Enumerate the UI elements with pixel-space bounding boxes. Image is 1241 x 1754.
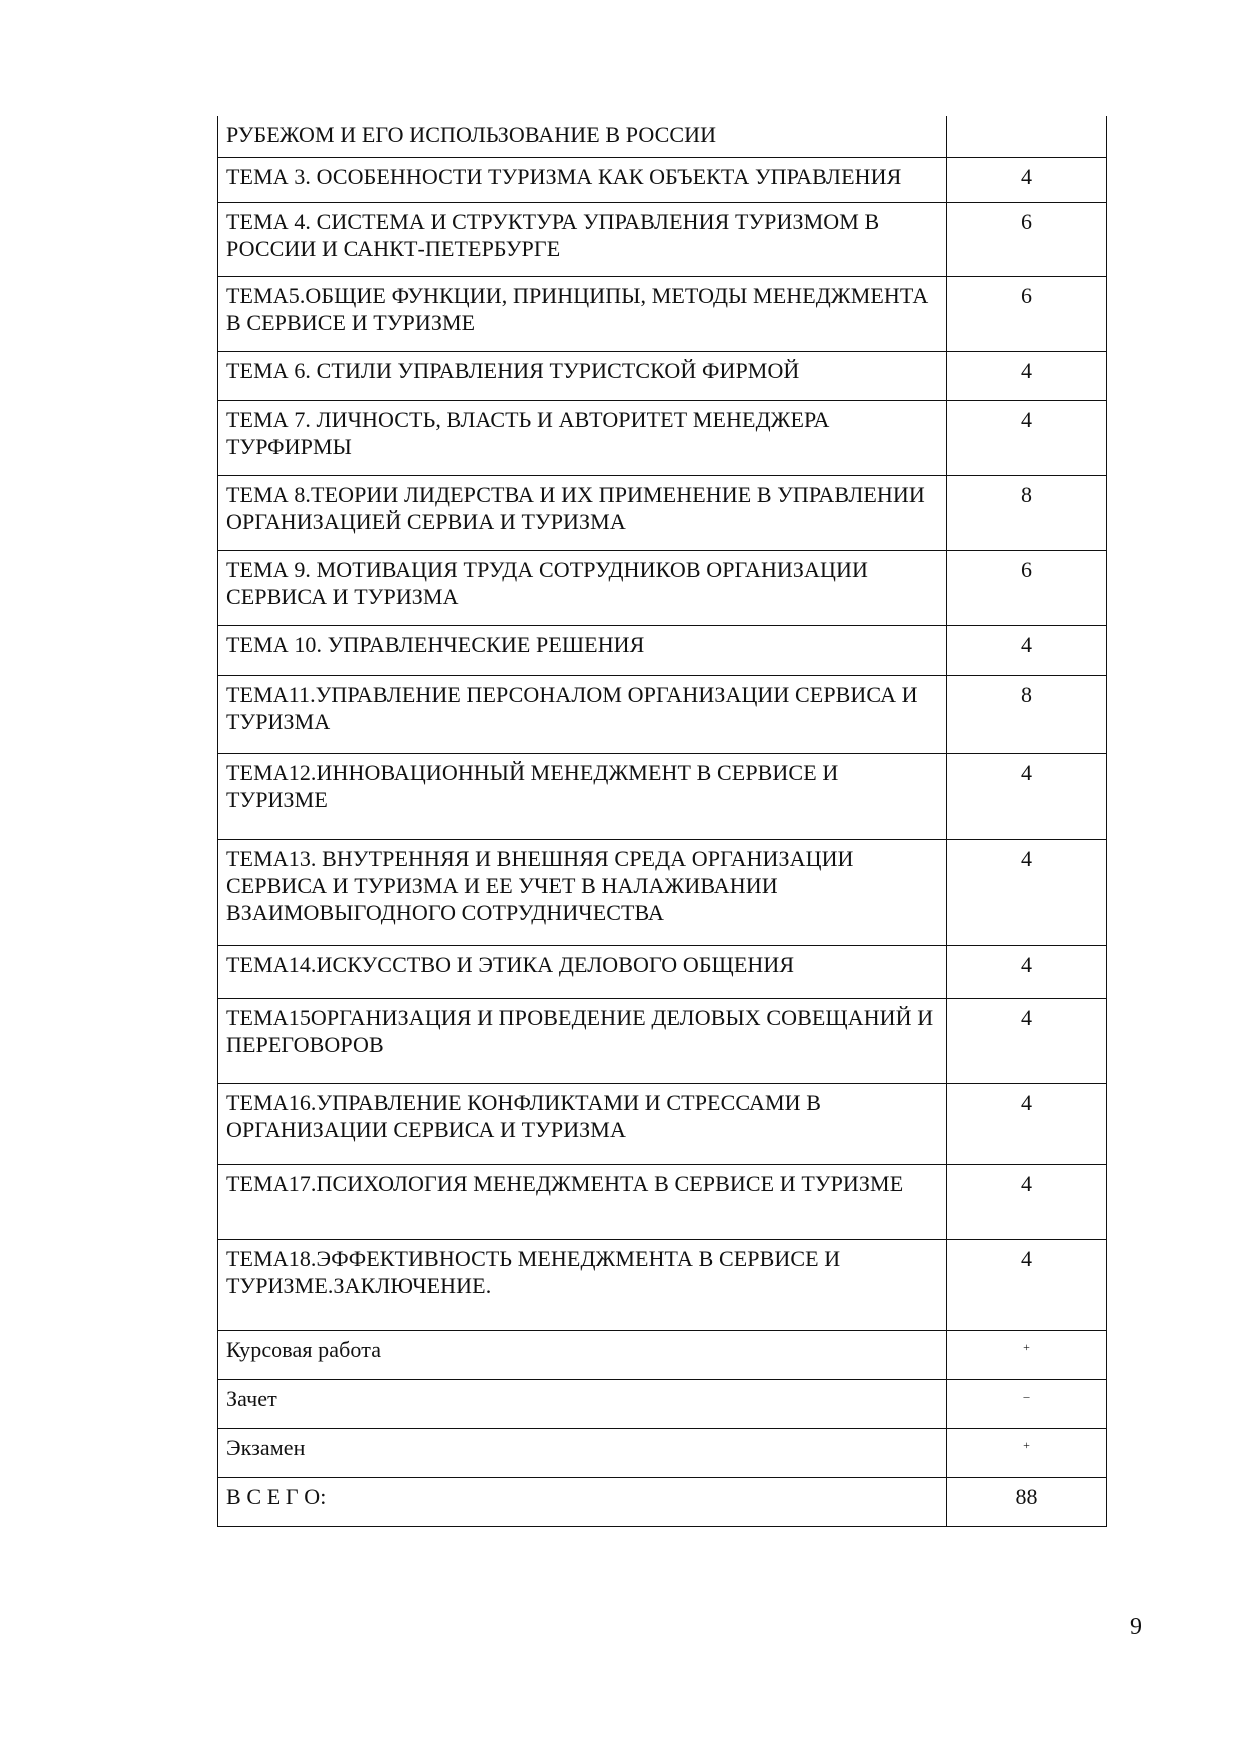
hours-cell: 4 [1021,164,1032,189]
topic-cell: ТЕМА 3. ОСОБЕННОСТИ ТУРИЗМА КАК ОБЪЕКТА УПРАВЛЕНИЯ [218,158,947,202]
topic-cell: ТЕМА 4. СИСТЕМА И СТРУКТУРА УПРАВЛЕНИЯ ТУРИЗМОМ В РОССИИ И САНКТ-ПЕТЕРБУРГЕ [218,203,947,276]
table-row [218,998,1106,1083]
hours-cell: 4 [1021,407,1032,432]
hours-cell: 88 [1015,1484,1038,1509]
table-row [218,1239,1106,1330]
table-row [218,1428,1106,1477]
table-row [218,475,1106,550]
hours-cell: 4 [1021,1171,1032,1196]
topic-cell: ТЕМА15ОРГАНИЗАЦИЯ И ПРОВЕДЕНИЕ ДЕЛОВЫХ СОВЕЩАНИЙ И ПЕРЕГОВОРОВ [218,999,947,1083]
hours-cell: 6 [1021,557,1032,582]
table-row [218,400,1106,475]
hours-cell: 4 [1021,1246,1032,1271]
hours-cell: 4 [1021,358,1032,383]
topic-cell: Зачет [218,1380,947,1428]
topic-cell: ТЕМА18.ЭФФЕКТИВНОСТЬ МЕНЕДЖМЕНТА В СЕРВИСЕ И ТУРИЗМЕ.ЗАКЛЮЧЕНИЕ. [218,1240,947,1330]
hours-cell: 8 [1021,682,1032,707]
table-row [218,675,1106,753]
table-row [218,753,1106,839]
table-row [218,625,1106,675]
hours-cell: 4 [1021,760,1032,785]
hours-cell: – [1023,1389,1030,1403]
table-row [218,351,1106,400]
topic-cell: В С Е Г О: [218,1478,947,1526]
topic-cell: ТЕМА 9. МОТИВАЦИЯ ТРУДА СОТРУДНИКОВ ОРГАНИЗАЦИИ СЕРВИСА И ТУРИЗМА [218,551,947,625]
hours-cell: 4 [1021,846,1032,871]
table-row [218,1083,1106,1164]
topics-hours-table [217,116,1107,1527]
table-row [218,839,1106,945]
topic-cell: ТЕМА 8.ТЕОРИИ ЛИДЕРСТВА И ИХ ПРИМЕНЕНИЕ В УПРАВЛЕНИИ ОРГАНИЗАЦИЕЙ СЕРВИА И ТУРИЗМА [218,476,947,550]
topic-cell: ТЕМА14.ИСКУССТВО И ЭТИКА ДЕЛОВОГО ОБЩЕНИЯ [218,946,947,998]
table-row [218,276,1106,351]
table-row [218,1379,1106,1428]
table-row [218,1477,1106,1526]
topic-cell: ТЕМА12.ИННОВАЦИОННЫЙ МЕНЕДЖМЕНТ В СЕРВИСЕ И ТУРИЗМЕ [218,754,947,839]
topic-cell: РУБЕЖОМ И ЕГО ИСПОЛЬЗОВАНИЕ В РОССИИ [218,116,947,157]
topic-cell: ТЕМА11.УПРАВЛЕНИЕ ПЕРСОНАЛОМ ОРГАНИЗАЦИИ СЕРВИСА И ТУРИЗМА [218,676,947,753]
topic-cell: ТЕМА 6. СТИЛИ УПРАВЛЕНИЯ ТУРИСТСКОЙ ФИРМОЙ [218,352,947,400]
table-row [218,202,1106,276]
topic-cell: ТЕМА5.ОБЩИЕ ФУНКЦИИ, ПРИНЦИПЫ, МЕТОДЫ МЕНЕДЖМЕНТА В СЕРВИСЕ И ТУРИЗМЕ [218,277,947,351]
hours-cell: 4 [1021,952,1032,977]
hours-cell: + [1023,1340,1030,1354]
topic-cell: ТЕМА 10. УПРАВЛЕНЧЕСКИЕ РЕШЕНИЯ [218,626,947,675]
hours-cell: 6 [1021,283,1032,308]
hours-cell [947,116,1106,157]
page-number: 9 [1130,1614,1142,1640]
table-row [218,157,1106,202]
topic-cell: Экзамен [218,1429,947,1477]
hours-cell: 4 [1021,1005,1032,1030]
topic-cell: ТЕМА 7. ЛИЧНОСТЬ, ВЛАСТЬ И АВТОРИТЕТ МЕНЕДЖЕРА ТУРФИРМЫ [218,401,947,475]
table-row [218,945,1106,998]
hours-cell: + [1023,1438,1030,1452]
topic-cell: ТЕМА16.УПРАВЛЕНИЕ КОНФЛИКТАМИ И СТРЕССАМИ В ОРГАНИЗАЦИИ СЕРВИСА И ТУРИЗМА [218,1084,947,1164]
hours-cell: 8 [1021,482,1032,507]
hours-cell: 4 [1021,632,1032,657]
hours-cell: 4 [1021,1090,1032,1115]
table-row [218,116,1106,157]
topic-cell: ТЕМА13. ВНУТРЕННЯЯ И ВНЕШНЯЯ СРЕДА ОРГАНИЗАЦИИ СЕРВИСА И ТУРИЗМА И ЕЕ УЧЕТ В НАЛАЖИВАНИИ ВЗАИМОВЫГОДНОГО СОТРУДНИЧЕСТВА [218,840,947,945]
topic-cell: ТЕМА17.ПСИХОЛОГИЯ МЕНЕДЖМЕНТА В СЕРВИСЕ И ТУРИЗМЕ [218,1165,947,1239]
table-row [218,550,1106,625]
table-row [218,1164,1106,1239]
hours-cell: 6 [1021,209,1032,234]
topic-cell: Курсовая работа [218,1331,947,1379]
table-row [218,1330,1106,1379]
